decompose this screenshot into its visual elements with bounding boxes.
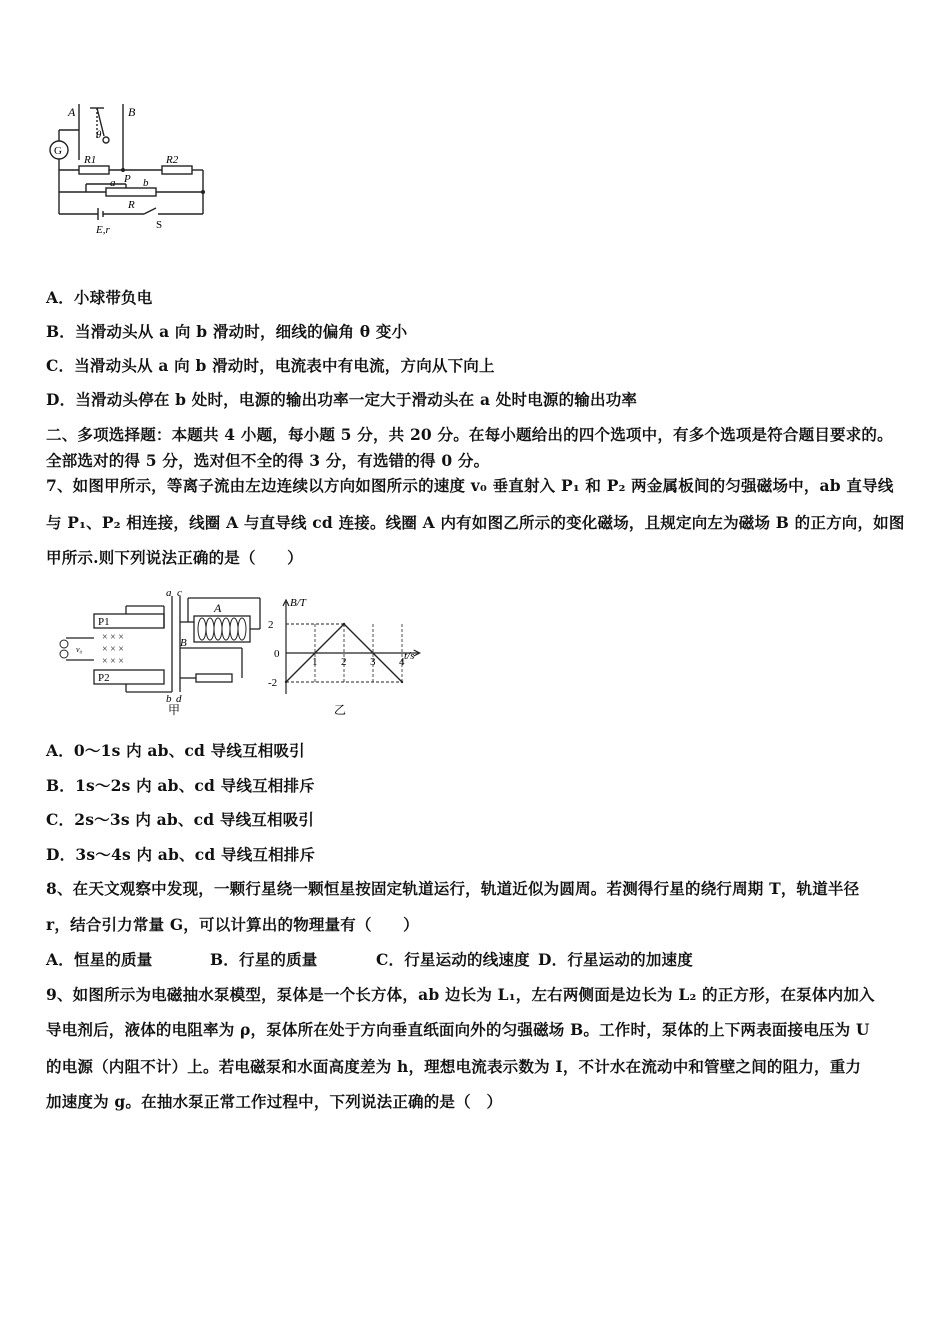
wire-a-label: a xyxy=(166,588,172,599)
chart-x-tick-label: 3 xyxy=(370,656,376,668)
caption-jia: 甲 xyxy=(168,703,181,717)
q7-stem-1: 7、如图甲所示，等离子流由左边连续以方向如图所示的速度 v₀ 垂直射入 P₁ 和 P₂ 两金属板间的匀强磁场中，ab 直导线 xyxy=(46,476,894,495)
q6-option-d: D．当滑动头停在 b 处时，电源的输出功率一定大于滑动头在 a 处时电源的输出功率 xyxy=(46,390,638,409)
slider-b-label: b xyxy=(143,177,149,189)
theta-label: θ xyxy=(96,129,102,141)
field-b-label: B xyxy=(180,637,187,649)
plate-b-label: B xyxy=(128,105,136,119)
slider-p-label: P xyxy=(124,173,131,185)
svg-text:× × ×: × × × xyxy=(102,632,124,643)
plasma-figure-jia xyxy=(56,588,266,718)
r1-label: R1 xyxy=(84,154,97,166)
q9-stem-4: 加速度为 g。在抽水泵正常工作过程中，下列说法正确的是（ ） xyxy=(46,1092,503,1111)
wire-b-label: b xyxy=(166,693,172,705)
chart-point-1 xyxy=(343,623,345,625)
q9-stem-3: 的电源（内阻不计）上。若电磁泵和水面高度差为 h，理想电流表示数为 I，不计水在流动中和管壁之间的阻力，重力 xyxy=(46,1057,862,1076)
chart-origin: 0 xyxy=(274,648,280,660)
source-er-label: E,r xyxy=(96,224,110,236)
plate-p2-label: P2 xyxy=(98,672,110,684)
q8-stem-1: 8、在天文观察中发现，一颗行星绕一颗恒星按固定轨道运行，轨道近似为圆周。若测得行星的绕行周期 T，轨道半径 xyxy=(46,879,860,898)
b-t-chart-yi xyxy=(266,596,436,716)
chart-y-tick-label: -2 xyxy=(268,677,278,689)
q6-option-b: B．当滑动头从 a 向 b 滑动时，细线的偏角 θ 变小 xyxy=(46,322,408,341)
chart-x-tick-label: 1 xyxy=(312,656,318,668)
q8-option-d: D．行星运动的加速度 xyxy=(538,950,693,969)
chart-ylabel: B/T xyxy=(290,597,306,609)
galvanometer-label: G xyxy=(54,145,62,157)
chart-point-2 xyxy=(401,681,403,683)
chart-y-tick-label: 2 xyxy=(268,619,274,631)
wire-d-label: d xyxy=(176,693,182,705)
q8-option-a: A．恒星的质量 xyxy=(46,950,153,969)
q7-option-d: D．3s～4s 内 ab、cd 导线互相排斥 xyxy=(46,845,316,864)
resistor-r-label: R xyxy=(128,199,135,211)
switch-s-label: S xyxy=(156,219,163,231)
q8-option-c: C．行星运动的线速度 xyxy=(376,950,530,969)
svg-text:× × ×: × × × xyxy=(102,644,124,655)
section2-heading-2: 全部选对的得 5 分，选对但不全的得 3 分，有选错的得 0 分。 xyxy=(46,451,490,470)
coil-a-label: A xyxy=(214,601,222,615)
chart-point-0 xyxy=(285,681,287,683)
chart-x-tick-label: 4 xyxy=(399,656,405,668)
chart-x-tick-label: 2 xyxy=(341,656,347,668)
plate-a-label: A xyxy=(68,105,76,119)
q8-stem-2: r，结合引力常量 G，可以计算出的物理量有（ ） xyxy=(46,915,419,934)
svg-text:× × ×: × × × xyxy=(102,656,124,667)
q9-stem-2: 导电剂后，液体的电阻率为 ρ，泵体所在处于方向垂直纸面向外的匀强磁场 B。工作时，泵体的上下两表面接电压为 U xyxy=(46,1020,870,1039)
q7-option-c: C．2s～3s 内 ab、cd 导线互相吸引 xyxy=(46,810,315,829)
velocity-v0-label: v₀ xyxy=(76,645,83,654)
q7-option-a: A．0～1s 内 ab、cd 导线互相吸引 xyxy=(46,741,305,760)
q7-option-b: B．1s～2s 内 ab、cd 导线互相排斥 xyxy=(46,776,315,795)
q6-option-a: A．小球带负电 xyxy=(46,288,153,307)
caption-yi: 乙 xyxy=(334,703,347,716)
chart-xlabel: t/s xyxy=(404,650,415,662)
wire-c-label: c xyxy=(177,588,182,599)
circuit-figure-1 xyxy=(46,98,216,243)
plate-p1-label: P1 xyxy=(98,616,110,628)
r2-label: R2 xyxy=(166,154,179,166)
q9-stem-1: 9、如图所示为电磁抽水泵模型，泵体是一个长方体，ab 边长为 L₁，左右两侧面是边长为 L₂ 的正方形，在泵体内加入 xyxy=(46,985,875,1004)
q6-option-c: C．当滑动头从 a 向 b 滑动时，电流表中有电流，方向从下向上 xyxy=(46,356,495,375)
q7-stem-2: 与 P₁、P₂ 相连接，线圈 A 与直导线 cd 连接。线圈 A 内有如图乙所示的变化磁场，且规定向左为磁场 B 的正方向，如图 xyxy=(46,513,905,532)
section2-heading-1: 二、多项选择题：本题共 4 小题，每小题 5 分，共 20 分。在每小题给出的四个选项中，有多个选项是符合题目要求的。 xyxy=(46,425,893,444)
q7-stem-3: 甲所示.则下列说法正确的是（ ） xyxy=(46,548,303,567)
q8-option-b: B．行星的质量 xyxy=(210,950,318,969)
slider-a-label: a xyxy=(110,177,116,189)
